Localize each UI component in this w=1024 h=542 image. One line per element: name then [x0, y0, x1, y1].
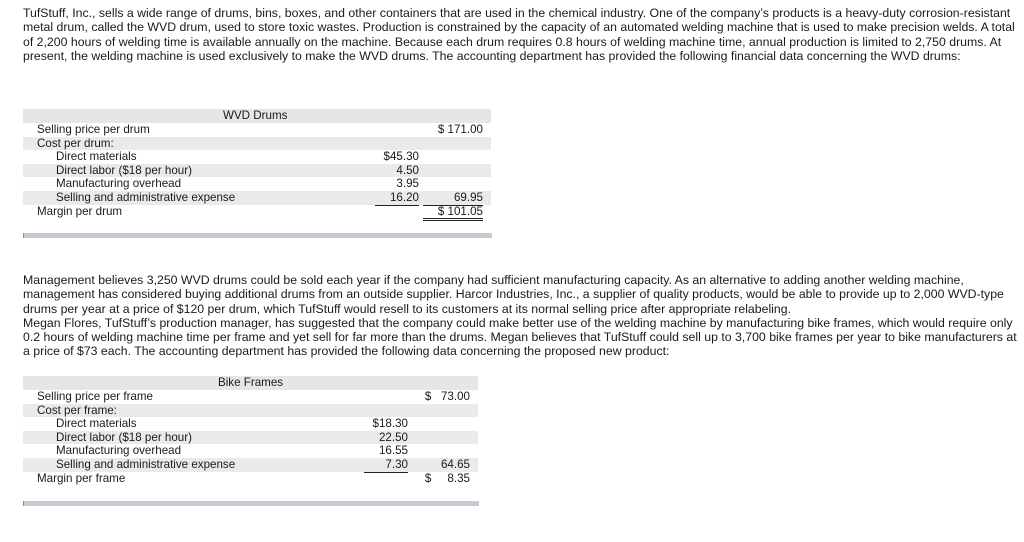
bike-header-label: Bike Frames: [218, 376, 284, 389]
table-row: [23, 191, 491, 205]
row-value: 4.50: [396, 163, 419, 177]
table-row: [23, 431, 478, 445]
intro-text: TufStuff, Inc., sells a wide range of drums, bins, boxes, and other containers that are used in the chemical industry. One of the company’s products is a heavy-duty corrosion-resistant metal drum, called the WVD drum, used to store toxic wastes. Production is constrained by the capacity of an automated welding machine that is used to make precision welds. A total of 2,200 hours of welding time is available annually on the machine. Because each drum requires 0.8 hours of welding machine time, annual production is limited to 2,750 drums. At present, the welding machine is used exclusively to make the WVD drums. The accounting department has provided the following financial data concerning the WVD drums:: [23, 6, 1015, 63]
intro-paragraph: [23, 6, 1018, 63]
row-label: Manufacturing overhead: [56, 177, 182, 191]
table-row: [23, 205, 491, 219]
wvd-drums-table: [23, 109, 491, 218]
table-row: [23, 150, 491, 164]
row-label: Margin per drum: [37, 204, 123, 218]
row-total: $ 101.05: [423, 205, 483, 222]
middle-paragraphs: [23, 273, 1018, 359]
row-label: Cost per drum:: [37, 136, 114, 150]
row-value: 16.20: [375, 191, 419, 206]
table-row: [23, 404, 478, 418]
table-divider: [23, 501, 479, 506]
table-row: [23, 444, 478, 458]
row-label: Direct materials: [56, 417, 137, 431]
megan-paragraph: Megan Flores, TufStuff’s production manager, has suggested that the company could make better use of the welding machine by manufacturing bike frames, which would require only 0.2 hours of welding machine time per frame and yet sell for far more than the drums. Megan believes that TufStuff could sell up to 3,700 bike frames per year to bike manufacturers at a price of $73 each. The accounting department has provided the following data concerning the proposed new product:: [23, 315, 1017, 359]
row-label: Direct labor ($18 per hour): [56, 163, 192, 177]
row-label: Selling price per frame: [37, 390, 153, 403]
row-value: 22.50: [378, 430, 408, 444]
row-total: 64.65: [440, 457, 470, 471]
management-paragraph: Management believes 3,250 WVD drums could be sold each year if the company had sufficient manufacturing capacity. As an alternative to adding another welding machine, management has considered buying additional drums from an outside supplier. Harcor Industries, Inc., a supplier of quality products, would be able to provide up to 2,000 WVD-type drums per year at a price of $120 per drum, which TufStuff would resell to its customers at its normal selling price after appropriate relabeling.: [23, 273, 1004, 316]
table-divider: [23, 233, 492, 238]
row-label: Margin per frame: [37, 471, 126, 485]
wvd-table-header: [23, 109, 491, 123]
row-label: Selling price per drum: [37, 123, 150, 136]
row-value: $45.30: [383, 150, 419, 164]
row-label: Manufacturing overhead: [56, 444, 182, 458]
table-row: [23, 458, 478, 472]
table-row: [23, 390, 478, 404]
row-total: $ 73.00: [424, 390, 470, 403]
table-row: [23, 123, 491, 137]
row-value: 16.55: [378, 444, 408, 458]
table-row: [23, 472, 478, 486]
table-row: [23, 164, 491, 178]
row-value: $18.30: [372, 417, 408, 431]
row-total: 69.95: [423, 191, 483, 206]
row-total: $ 8.35: [424, 471, 470, 485]
row-value: 7.30: [364, 458, 408, 473]
table-row: [23, 137, 491, 151]
row-label: Selling and administrative expense: [56, 457, 236, 471]
row-total: $ 171.00: [437, 123, 483, 136]
row-value: 3.95: [396, 177, 419, 191]
row-label: Direct materials: [56, 150, 137, 164]
table-row: [23, 417, 478, 431]
bike-table-header: [23, 376, 478, 390]
bike-frames-table: [23, 376, 478, 485]
wvd-header-label: WVD Drums: [223, 109, 288, 122]
row-label: Direct labor ($18 per hour): [56, 430, 192, 444]
row-label: Selling and administrative expense: [56, 190, 236, 204]
table-row: [23, 177, 491, 191]
row-label: Cost per frame:: [37, 403, 117, 417]
